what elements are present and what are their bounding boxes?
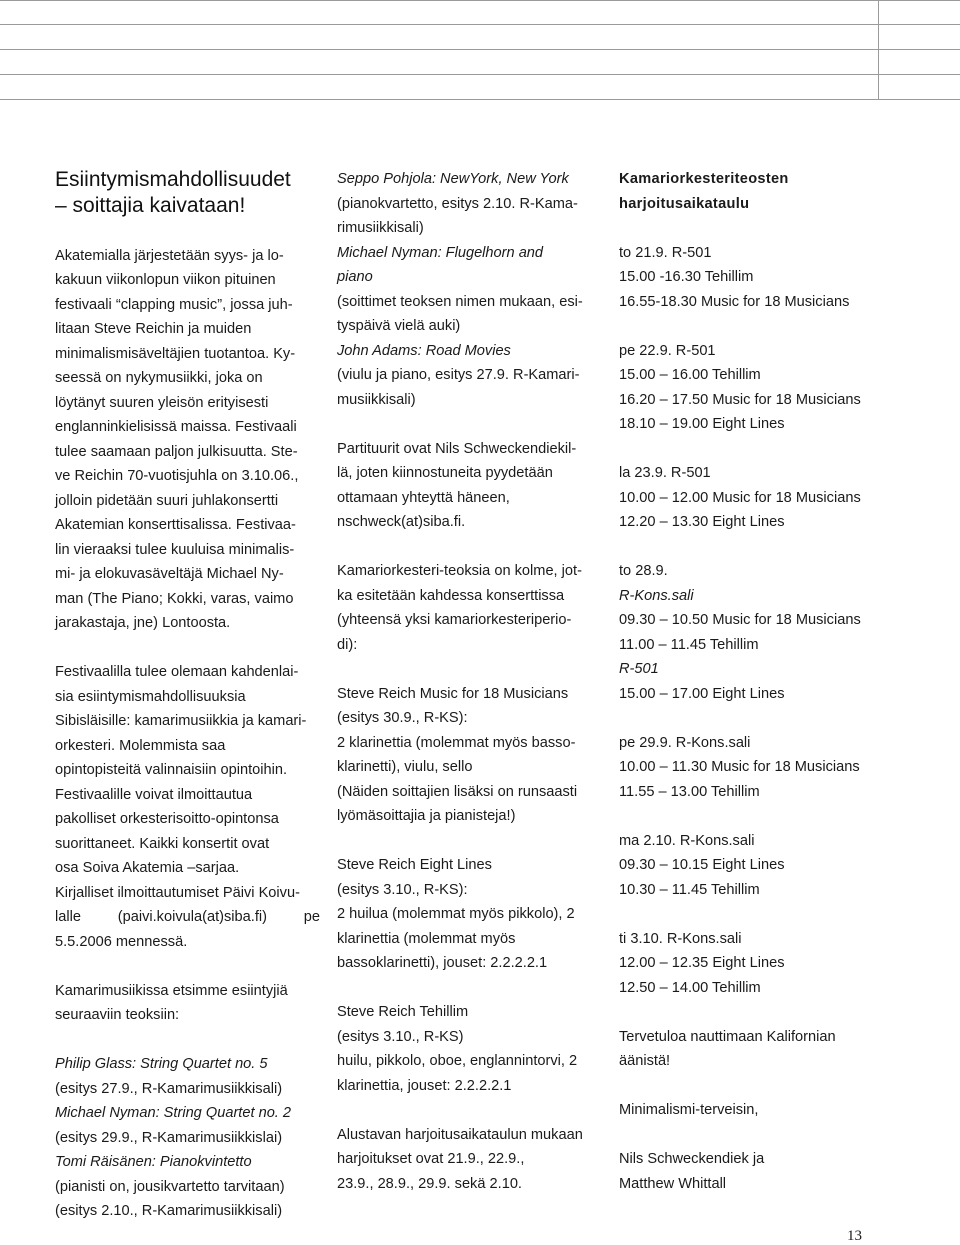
- contact-email: (paivi.koivula(at)siba.fi): [117, 909, 267, 925]
- text-line: klarinettia, jouset: 2.2.2.2.1: [337, 1077, 512, 1094]
- text-line: sia esiintymismahdollisuuksia: [55, 688, 246, 705]
- text-line: (soittimet teoksen nimen mukaan, esi-: [337, 293, 583, 310]
- text-line: to 21.9. R-501: [619, 244, 712, 261]
- text-line: Alustavan harjoitusaikataulun mukaan: [337, 1126, 583, 1143]
- text-line: pe 22.9. R-501: [619, 342, 716, 359]
- text-line: (viulu ja piano, esitys 27.9. R-Kamari-: [337, 367, 580, 383]
- text-line: 11.55 – 13.00 Tehillim: [619, 783, 760, 800]
- text-line: Steve Reich Eight Lines: [337, 857, 492, 873]
- scores-contact: [337, 437, 602, 535]
- text-line: (yhteensä yksi kamariorkesteriperio-: [337, 612, 572, 628]
- text-line: Matthew Whittall: [619, 1175, 727, 1192]
- text-line: (pianokvartetto, esitys 2.10. R-Kama-: [337, 195, 578, 212]
- signatures: [619, 1147, 919, 1196]
- text-line: löytänyt suuren yleisön erityisesti: [55, 394, 269, 411]
- text-line: Festivaalilla tulee olemaan kahdenlai-: [55, 664, 299, 680]
- header-grid: [0, 0, 960, 100]
- text-line: opintopisteitä valinnaisiin opintoihin.: [55, 762, 288, 778]
- piece-tehillim: [337, 1000, 602, 1098]
- text-line: huilu, pikkolo, oboe, englannintorvi, 2: [337, 1053, 578, 1069]
- text-line: jolloin pidetään suuri juhlakonsertti: [55, 492, 279, 509]
- text-line: ve Reichin 70-vuotisjuhla on 3.10.06.,: [55, 468, 299, 484]
- text-line: 09.30 – 10.50 Music for 18 Musicians: [619, 612, 861, 628]
- text-line: litaan Steve Reichin ja muiden: [55, 321, 252, 337]
- text-line: bassoklarinetti), jouset: 2.2.2.2.1: [337, 955, 548, 971]
- text-line: 16.55-18.30 Music for 18 Musicians: [619, 293, 850, 310]
- text-line: (esitys 2.10., R-Kamarimusiikkisali): [55, 1203, 283, 1219]
- text-line: orkesteri. Molemmista saa: [55, 737, 226, 754]
- schedule-block: [619, 829, 919, 903]
- text-line: jarakastaja, jne) Lontoosta.: [55, 615, 231, 631]
- intro-paragraph: [55, 244, 320, 636]
- deadline: 5.5.2006 mennessä.: [55, 933, 188, 950]
- schedule-title: Kamariorkesteriteosten: [619, 171, 789, 187]
- orchestra-intro: [337, 559, 602, 657]
- text-line: la 23.9. R-501: [619, 465, 711, 481]
- text-line: minimalismisäveltäjien tuotantoa. Ky-: [55, 345, 296, 362]
- text-line: (esitys 27.9., R-Kamarimusiikkisali): [55, 1080, 283, 1097]
- text-line: 18.10 – 19.00 Eight Lines: [619, 416, 785, 432]
- text-line: 09.30 – 10.15 Eight Lines: [619, 857, 785, 873]
- text-line: lyömäsoittajia ja pianisteja!): [337, 808, 516, 824]
- text-line: 12.20 – 13.30 Eight Lines: [619, 514, 785, 530]
- text-line: Kamariorkesteri-teoksia on kolme, jot-: [337, 563, 582, 579]
- text-line: 12.00 – 12.35 Eight Lines: [619, 955, 785, 971]
- text-line: Partituurit ovat Nils Schweckendiekil-: [337, 440, 577, 457]
- text-line: seuraaviin teoksiin:: [55, 1007, 180, 1023]
- text-line: pakolliset orkesterisoitto-opintonsa: [55, 811, 279, 827]
- text-line: 10.30 – 11.45 Tehillim: [619, 881, 760, 898]
- text-line: osa Soiva Akatemia –sarjaa.: [55, 860, 240, 876]
- text-line: piano: [337, 269, 373, 285]
- contact-word: lalle: [55, 909, 81, 925]
- piece-eight-lines: [337, 853, 602, 976]
- greeting: Minimalismi-terveisin,: [619, 1102, 759, 1118]
- text-line: musiikkisali): [337, 391, 416, 408]
- text-line: klarinettia (molemmat myös: [337, 930, 516, 947]
- text-line: nschweck(at)siba.fi.: [337, 514, 466, 530]
- text-line: ma 2.10. R-Kons.sali: [619, 832, 755, 849]
- article-title: Esiintymismahdollisuudet: [55, 168, 291, 191]
- column-1: [55, 167, 320, 1224]
- column-2: [337, 167, 602, 1196]
- text-line: ka esitetään kahdessa konserttissa: [337, 587, 565, 604]
- text-line: (esitys 3.10., R-KS): [337, 1028, 464, 1045]
- text-line: mi- ja elokuvasäveltäjä Michael Ny-: [55, 566, 284, 582]
- text-line: kakuun viikonlopun viikon pituinen: [55, 272, 276, 288]
- text-line: Nils Schweckendiek ja: [619, 1151, 765, 1167]
- text-line: lä, joten kiinnostuneita pyydetään: [337, 465, 553, 481]
- text-line: klarinetti), viulu, sello: [337, 759, 473, 775]
- text-line: di):: [337, 636, 358, 653]
- text-line: lin vieraaksi tulee kuuluisa minimalis-: [55, 541, 295, 558]
- text-line: tyspäivä vielä auki): [337, 318, 461, 334]
- text-line: Tervetuloa nauttimaan Kalifornian: [619, 1028, 836, 1045]
- text-line: festivaali “clapping music”, jossa juh-: [55, 296, 293, 313]
- contact-day: pe: [303, 909, 320, 925]
- text-line: 15.00 -16.30 Tehillim: [619, 269, 754, 285]
- text-line: harjoitukset ovat 21.9., 22.9.,: [337, 1151, 525, 1167]
- text-line: 15.00 – 17.00 Eight Lines: [619, 685, 785, 702]
- contact-line: [55, 905, 320, 930]
- schedule-block: [619, 241, 919, 315]
- text-line: Akatemialla järjestetään syys- ja lo-: [55, 247, 284, 264]
- text-line: Steve Reich Music for 18 Musicians: [337, 685, 569, 702]
- schedule-block: [619, 339, 919, 437]
- page-number: 13: [847, 1228, 862, 1244]
- text-line: Michael Nyman: String Quartet no. 2: [55, 1105, 292, 1121]
- text-line: 15.00 – 16.00 Tehillim: [619, 367, 761, 383]
- text-line: R-501: [619, 661, 659, 677]
- welcome-text: [619, 1025, 919, 1074]
- text-line: (esitys 30.9., R-KS):: [337, 710, 468, 726]
- text-line: Michael Nyman: Flugelhorn and: [337, 244, 544, 261]
- article-subtitle: – soittajia kaivataan!: [55, 194, 246, 217]
- text-line: 2 klarinettia (molemmat myös basso-: [337, 734, 576, 751]
- text-line: man (The Piano; Kokki, varas, vaimo: [55, 590, 294, 607]
- text-line: to 28.9.: [619, 563, 668, 579]
- text-line: äänistä!: [619, 1053, 671, 1069]
- text-line: Sibisläisille: kamarimusiikkia ja kamari-: [55, 713, 307, 729]
- text-line: (esitys 29.9., R-Kamarimusiikkislai): [55, 1129, 283, 1146]
- text-line: suorittaneet. Kaikki konsertit ovat: [55, 835, 270, 852]
- text-line: Festivaalille voivat ilmoittautua: [55, 786, 253, 803]
- schedule-block: [619, 927, 919, 1001]
- opportunities-paragraph: [55, 660, 320, 905]
- text-line: John Adams: Road Movies: [337, 342, 511, 359]
- text-line: Seppo Pohjola: NewYork, New York: [337, 171, 569, 187]
- text-line: (esitys 3.10., R-KS):: [337, 881, 468, 898]
- text-line: pe 29.9. R-Kons.sali: [619, 734, 751, 751]
- column-3: [619, 167, 919, 1196]
- schedule-block: [619, 461, 919, 535]
- works-list: [55, 1052, 320, 1224]
- text-line: 11.00 – 11.45 Tehillim: [619, 636, 759, 653]
- schedule-block: [619, 731, 919, 805]
- schedule-block: [619, 559, 919, 706]
- text-line: ti 3.10. R-Kons.sali: [619, 930, 742, 947]
- schedule-subtitle: harjoitusaikataulu: [619, 195, 750, 212]
- text-line: 16.20 – 17.50 Music for 18 Musicians: [619, 391, 861, 408]
- text-line: rimusiikkisali): [337, 220, 424, 236]
- text-line: tulee saamaan paljon julkisuutta. Ste-: [55, 443, 298, 460]
- text-line: 10.00 – 11.30 Music for 18 Musicians: [619, 759, 860, 775]
- text-line: seessä on nykymusiikki, joka on: [55, 370, 263, 386]
- text-line: (Näiden soittajien lisäksi on runsaasti: [337, 783, 578, 800]
- piece-music-for-18: [337, 682, 602, 829]
- text-line: R-Kons.sali: [619, 587, 694, 604]
- text-line: englanninkielisissä maissa. Festivaali: [55, 419, 297, 435]
- rehearsal-note: [337, 1123, 602, 1197]
- text-line: Tomi Räisänen: Pianokvintetto: [55, 1154, 252, 1170]
- text-line: 2 huilua (molemmat myös pikkolo), 2: [337, 906, 575, 922]
- text-line: 23.9., 28.9., 29.9. sekä 2.10.: [337, 1175, 522, 1192]
- text-line: Kirjalliset ilmoittautumiset Päivi Koivu-: [55, 884, 300, 901]
- text-line: Philip Glass: String Quartet no. 5: [55, 1056, 268, 1072]
- text-line: Akatemian konserttisalissa. Festivaa-: [55, 517, 296, 533]
- text-line: (pianisti on, jousikvartetto tarvitaan): [55, 1178, 285, 1195]
- chamber-intro: [55, 979, 320, 1028]
- text-line: Kamarimusiikissa etsimme esiintyjiä: [55, 982, 288, 999]
- text-line: 10.00 – 12.00 Music for 18 Musicians: [619, 489, 861, 506]
- text-line: Steve Reich Tehillim: [337, 1004, 469, 1020]
- text-line: ottamaan yhteyttä häneen,: [337, 489, 510, 506]
- text-line: 12.50 – 14.00 Tehillim: [619, 979, 761, 996]
- works-list-continued: [337, 167, 602, 412]
